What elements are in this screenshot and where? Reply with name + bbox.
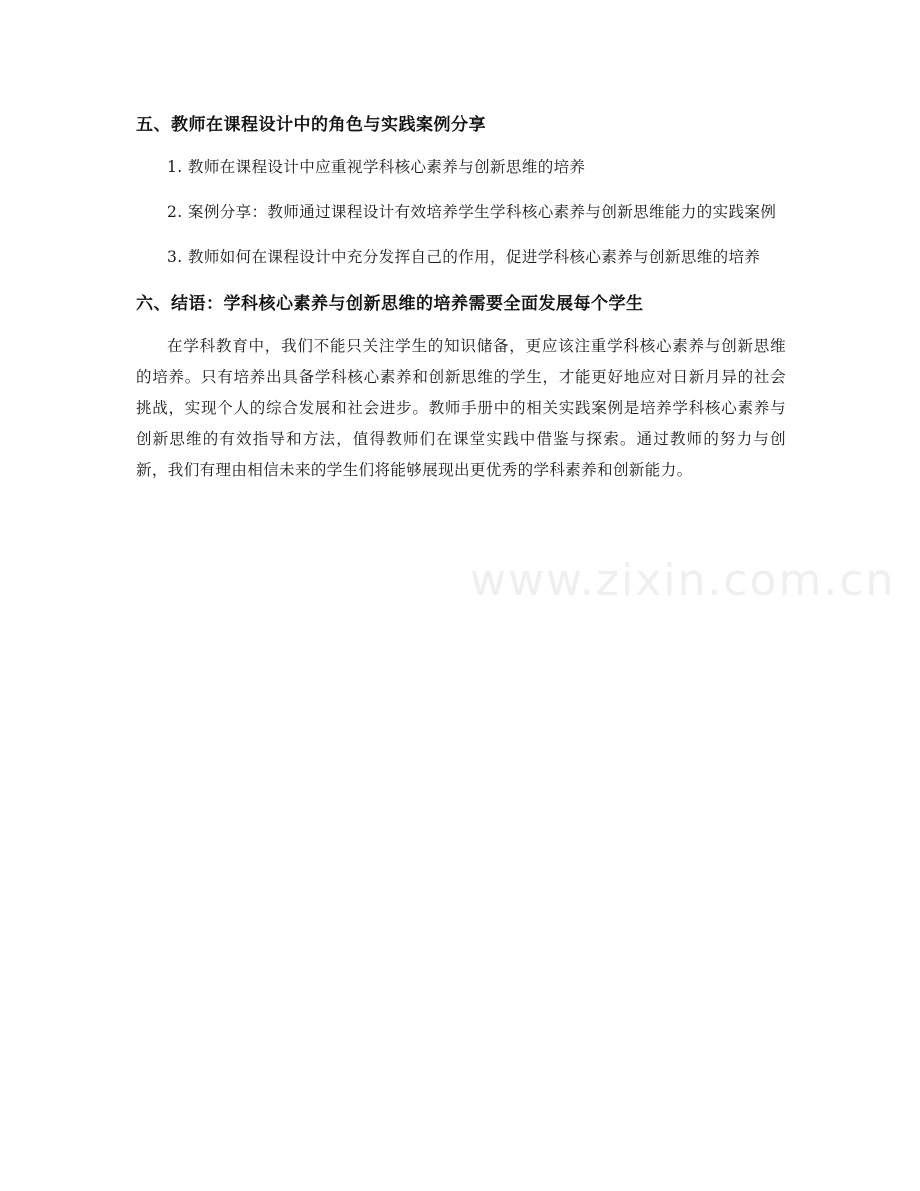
section-heading: 六、结语：学科核心素养与创新思维的培养需要全面发展每个学生: [136, 294, 644, 314]
conclusion-paragraph: 在学科教育中，我们不能只关注学生的知识储备，更应该注重学科核心素养与创新思维的培养。只有培养出具备学科核心素养和创新思维的学生，才能更好地应对日新月异的社会挑战，实现个人的综合发展和社会进步。教师手册中的相关实践案例是培养学科核心素养与创新思维的有效指导和方法，值得教师们在课堂实践中借鉴与探索。通过教师的努力与创新，我们有理由相信未来的学生们将能够展现出更优秀的学科素养和创新能力。: [136, 337, 786, 479]
section-six: [136, 287, 786, 486]
list-item: 3. 教师如何在课程设计中充分发挥自己的作用，促进学科核心素养与创新思维的培养: [167, 248, 761, 266]
document-content: [136, 100, 786, 500]
section-heading: 五、教师在课程设计中的角色与实践案例分享: [136, 115, 486, 135]
watermark: www.zixin.com.cn: [470, 555, 896, 606]
section-five: [136, 108, 786, 273]
list-item: 2. 案例分享：教师通过课程设计有效培养学生学科核心素养与创新思维能力的实践案例: [167, 203, 777, 221]
list-item: 1. 教师在课程设计中应重视学科核心素养与创新思维的培养: [167, 158, 586, 176]
